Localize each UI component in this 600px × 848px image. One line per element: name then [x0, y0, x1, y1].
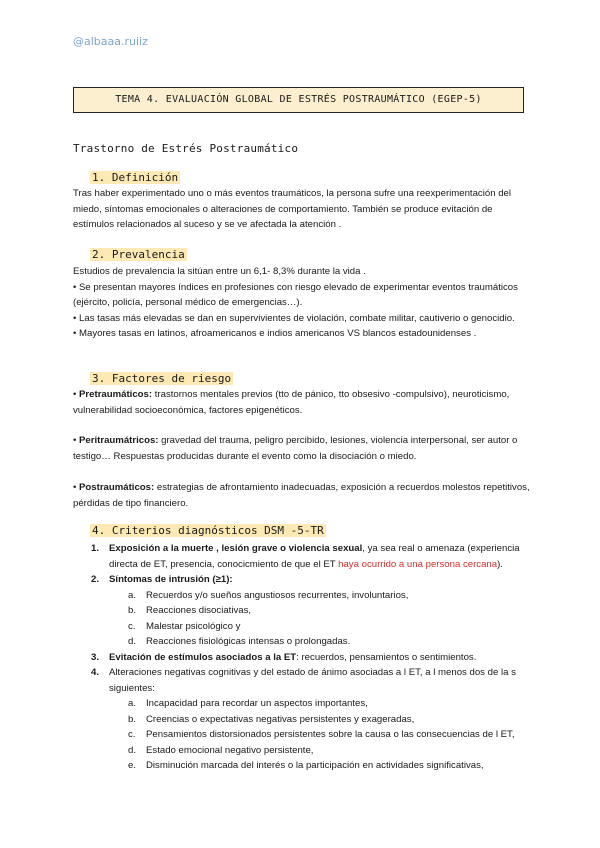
factor-item: • Postraumáticos: estrategias de afrontamiento inadecuadas, exposición a recuerdos molestos repetitivos, pérdidas de tipo financiero. [73, 482, 530, 509]
sub-item: d. Reacciones fisiológicas intensas o prolongadas. [128, 636, 351, 647]
section-heading-criterios: 4. Criterios diagnósticos DSM -5-TR [92, 524, 324, 537]
page-title: TEMA 4. EVALUACIÓN GLOBAL DE ESTRÉS POSTRAUMÁTICO (EGEP-5) [73, 87, 524, 113]
criterio-item: 4. Alteraciones negativas cognitivas y del estado de ánimo asociadas a l ET, a l menos dos de la s siguientes: [91, 667, 516, 694]
criterio-item: 1. Exposición a la muerte , lesión grave o violencia sexual, ya sea real o amenaza (experiencia directa de ET, presencia, conocicmiento de que el ET haya ocurrido a una persona cercana). [91, 543, 520, 570]
sub-item: b. Creencias o expectativas negativas persistentes y exageradas, [128, 713, 415, 725]
factor-item: • Pretraumáticos: trastornos mentales previos (tto de pánico, tto obsesivo -compulsivo), neuroticismo, vulnerabilidad socioeconómica, factores epigenéticos. [73, 389, 510, 416]
author-handle: @albaaa.ruiiz [73, 35, 148, 48]
factor-item: • Peritraumátricos: gravedad del trauma, peligro percibido, lesiones, violencia interpersonal, ser autor o testigo… Respuestas producidas durante el evento como la disociación o miedo. [73, 435, 518, 462]
criterios-list [73, 541, 533, 774]
sub-item: c. Pensamientos distorsionados persistentes sobre la causa o las consecuencias de l ET, [128, 729, 515, 740]
section-heading-definicion: 1. Definición [92, 171, 179, 184]
section-heading-factores: 3. Factores de riesgo [92, 372, 232, 385]
sub-item: c. Malestar psicológico y [128, 620, 241, 632]
sub-item: a. Incapacidad para recordar un aspectos importantes, [128, 698, 368, 709]
document-heading: Trastorno de Estrés Postraumático [73, 142, 299, 155]
prevalencia-block [73, 264, 533, 342]
sub-item: e. Disminución marcada del interés o la participación en actividades significativas, [128, 760, 484, 771]
sub-item: a. Recuerdos y/o sueños angustiosos recurrentes, involuntarios, [128, 589, 409, 601]
criterio-item: 3. Evitación de estímulos asociados a la ET: recuerdos, pensamientos o sentimientos. [91, 651, 477, 663]
prevalencia-line: Estudios de prevalencia la sitúan entre un 6,1- 8,3% durante la vida . [73, 266, 366, 277]
prevalencia-line: • Las tasas más elevadas se dan en supervivientes de violación, combate militar, cautiverio o genocidio. [73, 312, 515, 324]
prevalencia-line: • Se presentan mayores índices en profesiones con riesgo elevado de experimentar eventos traumáticos (ejército, policía, personal médico de emergencias…). [73, 281, 518, 308]
prevalencia-line: • Mayores tasas en latinos, afroamericanos e indios americanos VS blancos estadounidenses . [73, 328, 477, 339]
section-heading-prevalencia: 2. Prevalencia [92, 248, 185, 261]
definicion-paragraph: Tras haber experimentado uno o más eventos traumáticos, la persona sufre una reexperimentación del miedo, síntomas emocionales o alteraciones de comportamiento. También se produce evitación de estímulos relacionados al suceso y se ve afectada la atención . [73, 188, 512, 230]
sub-item: b. Reacciones disociativas, [128, 605, 252, 616]
sub-item: d. Estado emocional negativo persistente, [128, 744, 314, 756]
criterio-item: 2. Síntomas de intrusión (≥1): [91, 574, 233, 585]
